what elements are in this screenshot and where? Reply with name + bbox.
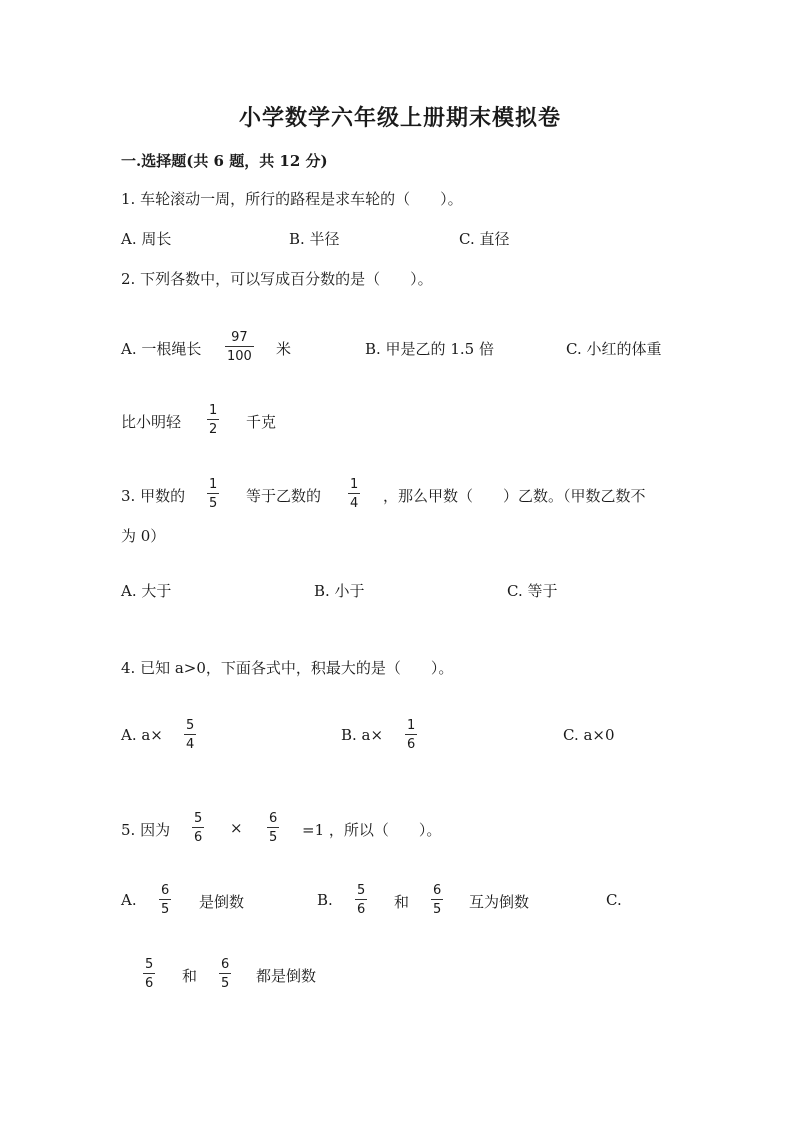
section-heading: 一.选择题(共 6 题，共 12 分) <box>121 152 328 170</box>
question-5-option-c-and: 和 <box>182 967 198 985</box>
fraction-numerator: 97 <box>231 330 248 345</box>
fraction-numerator: 1 <box>209 477 218 492</box>
question-1-option-b: B. 半径 <box>289 230 340 248</box>
fraction-bar <box>192 827 204 828</box>
fraction-numerator: 5 <box>357 883 366 898</box>
fraction-denominator: 6 <box>357 902 366 917</box>
fraction-denominator: 2 <box>209 422 218 437</box>
fraction-5-4 <box>184 718 196 752</box>
fraction-bar <box>225 346 254 347</box>
fraction-denominator: 6 <box>407 737 416 752</box>
fraction-numerator: 1 <box>350 477 359 492</box>
fraction-6-5 <box>267 811 279 845</box>
question-3-stem-start: 3. 甲数的 <box>121 487 186 505</box>
fraction-numerator: 6 <box>433 883 442 898</box>
fraction-numerator: 5 <box>186 718 195 733</box>
fraction-numerator: 1 <box>407 718 416 733</box>
question-3-stem-line2: 为 0） <box>121 527 166 545</box>
question-1-option-c: C. 直径 <box>459 230 510 248</box>
fraction-bar <box>431 899 443 900</box>
fraction-5-6 <box>143 957 155 991</box>
fraction-numerator: 6 <box>269 811 278 826</box>
fraction-bar <box>348 493 360 494</box>
question-2-option-b: B. 甲是乙的 1.5 倍 <box>365 340 494 358</box>
question-4-stem: 4. 已知 a>0，下面各式中，积最大的是（ ）。 <box>121 659 454 677</box>
fraction-denominator: 5 <box>209 496 218 511</box>
fraction-denominator: 100 <box>227 349 252 364</box>
fraction-97-100 <box>225 330 254 364</box>
question-5-option-b-and: 和 <box>394 893 410 911</box>
fraction-bar <box>143 973 155 974</box>
fraction-1-5 <box>207 477 219 511</box>
fraction-5-6 <box>355 883 367 917</box>
fraction-6-5 <box>219 957 231 991</box>
fraction-6-5 <box>159 883 171 917</box>
question-5-stem-end: =1 ，所以（ ）。 <box>302 821 442 839</box>
question-2-option-c-text: C. 小红的体重 <box>566 340 662 358</box>
question-2-option-a-unit: 米 <box>276 340 292 358</box>
fraction-numerator: 1 <box>209 403 218 418</box>
fraction-denominator: 6 <box>194 830 203 845</box>
question-5-stem-start: 5. 因为 <box>121 821 171 839</box>
question-3-option-a: A. 大于 <box>121 582 172 600</box>
question-5-option-b-label: B. <box>317 891 333 909</box>
fraction-1-6 <box>405 718 417 752</box>
question-3-stem-mid: 等于乙数的 <box>246 487 322 505</box>
fraction-denominator: 5 <box>221 976 230 991</box>
fraction-denominator: 5 <box>433 902 442 917</box>
question-3-stem-end: ，那么甲数（ ）乙数。（甲数乙数不 <box>383 487 646 505</box>
fraction-1-2 <box>207 403 219 437</box>
question-1-option-a: A. 周长 <box>121 230 172 248</box>
question-5-option-b-text: 互为倒数 <box>469 893 530 911</box>
question-2-option-c-continued: 比小明轻 <box>121 413 182 431</box>
fraction-denominator: 4 <box>350 496 359 511</box>
fraction-5-6 <box>192 811 204 845</box>
fraction-1-4 <box>348 477 360 511</box>
question-4-option-b-text: B. a× <box>341 726 384 744</box>
fraction-numerator: 6 <box>221 957 230 972</box>
fraction-bar <box>207 419 219 420</box>
fraction-bar <box>405 734 417 735</box>
question-5-option-a-label: A. <box>121 891 137 909</box>
question-1-stem: 1. 车轮滚动一周，所行的路程是求车轮的（ ）。 <box>121 190 463 208</box>
fraction-numerator: 5 <box>145 957 154 972</box>
question-3-option-c: C. 等于 <box>507 582 558 600</box>
question-2-option-c-unit: 千克 <box>246 413 277 431</box>
fraction-denominator: 4 <box>186 737 195 752</box>
question-4-option-a-text: A. a× <box>121 726 163 744</box>
fraction-6-5 <box>431 883 443 917</box>
fraction-numerator: 6 <box>161 883 170 898</box>
question-3-option-b: B. 小于 <box>314 582 365 600</box>
page-title: 小学数学六年级上册期末模拟卷 <box>238 105 561 131</box>
question-5-option-c-text: 都是倒数 <box>256 967 317 985</box>
fraction-bar <box>184 734 196 735</box>
fraction-denominator: 5 <box>269 830 278 845</box>
fraction-denominator: 5 <box>161 902 170 917</box>
question-2-stem: 2. 下列各数中，可以写成百分数的是（ ）。 <box>121 270 433 288</box>
question-2-option-a-text: A. 一根绳长 <box>121 340 202 358</box>
question-4-option-c: C. a×0 <box>563 726 615 744</box>
fraction-numerator: 5 <box>194 811 203 826</box>
fraction-bar <box>267 827 279 828</box>
fraction-denominator: 6 <box>145 976 154 991</box>
times-sign: × <box>230 819 243 837</box>
fraction-bar <box>355 899 367 900</box>
question-5-option-a-text: 是倒数 <box>199 893 245 911</box>
fraction-bar <box>207 493 219 494</box>
fraction-bar <box>219 973 231 974</box>
question-5-option-c-label: C. <box>606 891 622 909</box>
fraction-bar <box>159 899 171 900</box>
